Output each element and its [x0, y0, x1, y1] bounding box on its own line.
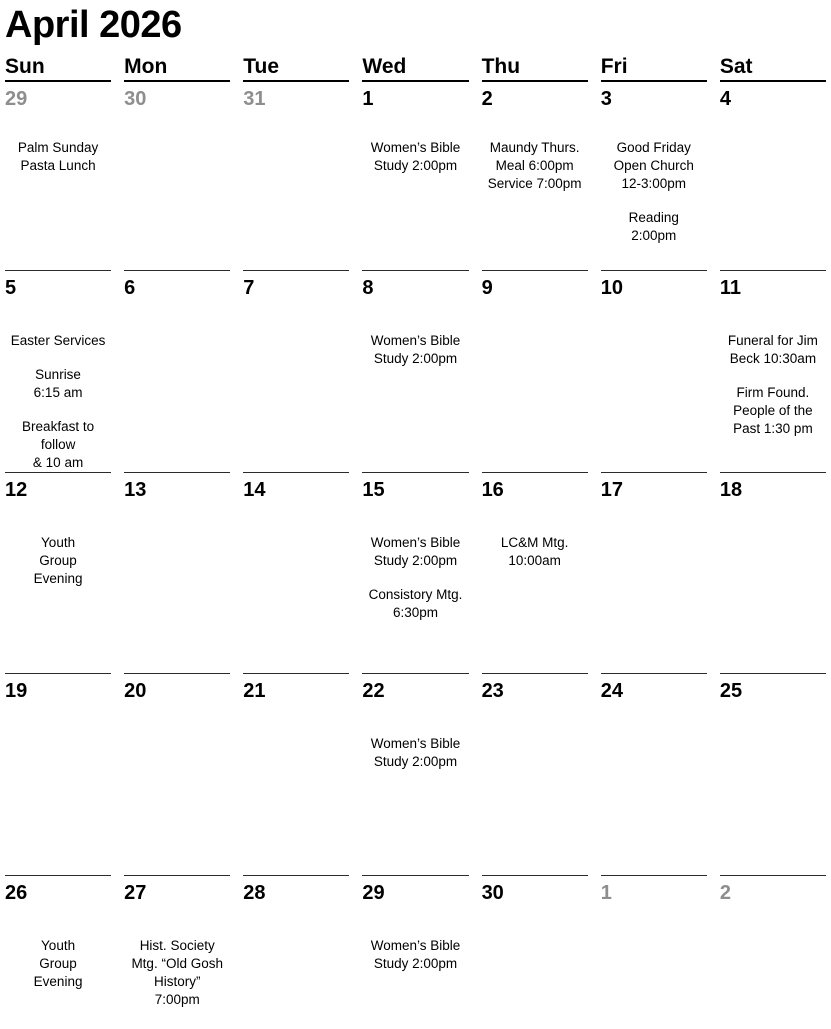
event-line: Palm Sunday	[17, 140, 99, 155]
day-number: 13	[124, 478, 147, 501]
event	[482, 139, 588, 193]
day-header-wed: Wed	[362, 56, 468, 82]
day-events	[482, 534, 588, 570]
day-number: 8	[362, 277, 374, 299]
event-line: Women’s Bible	[370, 140, 461, 155]
day-header-sat: Sat	[720, 56, 826, 82]
day-header-tue: Tue	[243, 56, 349, 82]
event-line: 12-3:00pm	[621, 176, 687, 191]
day-events	[362, 534, 468, 622]
event-line: Beck 10:30am	[729, 351, 817, 366]
event-line: Women’s Bible	[370, 937, 461, 953]
event-line: Youth	[41, 937, 76, 953]
event	[720, 384, 826, 438]
day-number: 19	[5, 680, 28, 702]
day-header-sun: Sun	[5, 56, 111, 82]
event-line: Firm Found.	[736, 385, 810, 400]
day-cell-week5-sun-26	[5, 875, 111, 1023]
day-number: 15	[362, 478, 385, 501]
day-cell-week5-wed-29	[362, 875, 468, 1023]
event	[601, 209, 707, 245]
day-cell-week4-sat-25	[720, 673, 826, 875]
day-cell-week3-thu-16	[482, 472, 588, 674]
event-line: 2:00pm	[631, 228, 677, 243]
event	[5, 366, 111, 402]
day-number: 25	[719, 680, 743, 702]
day-cell-week4-fri-24	[601, 673, 707, 875]
event	[362, 139, 468, 175]
day-number: 24	[600, 680, 623, 702]
event-line: Women’s Bible	[370, 736, 461, 751]
day-header-mon: Mon	[124, 56, 230, 82]
event-line: Meal 6:00pm	[495, 158, 574, 173]
event-line: follow	[40, 437, 76, 452]
day-number: 3	[600, 88, 612, 110]
day-cell-week3-wed-15	[362, 472, 468, 674]
day-cell-week2-tue-7	[243, 270, 349, 472]
day-number: 31	[243, 88, 266, 110]
day-cell-week3-tue-14	[243, 472, 349, 674]
day-number: 29	[362, 881, 385, 904]
event-line: & 10 am	[32, 455, 84, 470]
day-events	[362, 735, 468, 771]
day-cell-week2-sun-5	[5, 270, 111, 472]
day-cell-week2-sat-11	[720, 270, 826, 472]
day-events	[362, 937, 468, 973]
event-line: 6:30pm	[392, 604, 438, 620]
event	[482, 534, 588, 570]
day-cell-week5-mon-27	[124, 875, 230, 1023]
event-line: Group	[39, 552, 77, 568]
event-line: Consistory Mtg.	[368, 586, 463, 602]
day-events	[5, 332, 111, 472]
day-cell-week4-sun-19	[5, 673, 111, 875]
day-cell-week4-thu-23	[482, 673, 588, 875]
event-line: Funeral for Jim	[727, 333, 818, 348]
day-number: 11	[719, 277, 741, 299]
event-line: Study 2:00pm	[373, 351, 458, 366]
day-number: 14	[243, 478, 266, 501]
event	[5, 139, 111, 175]
day-number: 27	[124, 881, 147, 904]
event-line: Reading	[628, 210, 679, 225]
event-line: Easter Services	[10, 333, 106, 348]
event-line: Evening	[33, 570, 83, 586]
day-cell-week4-tue-21	[243, 673, 349, 875]
day-events	[5, 937, 111, 991]
day-events	[5, 534, 111, 588]
day-cell-week4-mon-20	[124, 673, 230, 875]
event-line: Mtg. “Old Gosh	[131, 955, 223, 971]
event	[124, 937, 230, 1009]
day-number: 17	[600, 478, 623, 501]
event-line: Study 2:00pm	[373, 754, 458, 769]
day-number: 7	[243, 277, 255, 299]
event	[720, 332, 826, 368]
day-cell-week2-wed-8	[362, 270, 468, 472]
event-line: History”	[153, 973, 201, 989]
day-cell-week1-sat-4	[720, 82, 826, 270]
day-number: 4	[719, 88, 731, 110]
day-header-thu: Thu	[482, 56, 588, 82]
day-events	[720, 332, 826, 438]
event-line: Study 2:00pm	[373, 955, 458, 971]
day-cell-week1-mon-30	[124, 82, 230, 270]
event	[601, 139, 707, 193]
day-number: 29	[5, 88, 28, 110]
event-line: Sunrise	[35, 367, 81, 382]
day-number: 30	[124, 88, 147, 110]
day-events	[362, 332, 468, 368]
day-number: 9	[481, 277, 493, 299]
event-line: Breakfast to	[22, 419, 95, 434]
day-number: 1	[600, 881, 612, 904]
event-line: Women’s Bible	[370, 333, 461, 348]
day-events	[601, 139, 707, 245]
event	[5, 332, 111, 350]
day-number: 22	[362, 680, 385, 702]
event-line: Hist. Society	[139, 937, 215, 953]
day-cell-week5-tue-28	[243, 875, 349, 1023]
day-cell-week2-fri-10	[601, 270, 707, 472]
day-number: 28	[243, 881, 266, 904]
day-cell-week5-sat-2	[720, 875, 826, 1023]
day-cell-week2-thu-9	[482, 270, 588, 472]
event-line: 10:00am	[508, 552, 561, 568]
event	[362, 937, 468, 973]
day-number: 18	[719, 478, 743, 501]
day-cell-week3-fri-17	[601, 472, 707, 674]
day-number: 26	[5, 881, 28, 904]
event-line: Open Church	[613, 158, 694, 173]
event-line: Evening	[33, 973, 83, 989]
event-line: Study 2:00pm	[373, 158, 458, 173]
day-events	[124, 937, 230, 1009]
day-number: 12	[5, 478, 28, 501]
day-cell-week1-wed-1	[362, 82, 468, 270]
event-line: People of the	[733, 403, 813, 418]
day-cell-week5-thu-30	[482, 875, 588, 1023]
day-cell-week4-wed-22	[362, 673, 468, 875]
day-header-fri: Fri	[601, 56, 707, 82]
day-events	[482, 139, 588, 193]
event	[5, 418, 111, 472]
day-number: 10	[600, 277, 623, 299]
day-cell-week2-mon-6	[124, 270, 230, 472]
day-number: 5	[5, 277, 17, 299]
day-cell-week1-tue-31	[243, 82, 349, 270]
day-cell-week1-fri-3	[601, 82, 707, 270]
day-cell-week1-sun-29	[5, 82, 111, 270]
event	[362, 534, 468, 570]
day-number: 16	[481, 478, 504, 501]
event-line: 7:00pm	[154, 991, 200, 1007]
event-line: Group	[39, 955, 77, 971]
day-number: 2	[481, 88, 493, 110]
day-cell-week3-mon-13	[124, 472, 230, 674]
day-cell-week5-fri-1	[601, 875, 707, 1023]
event-line: Good Friday	[616, 140, 691, 155]
day-number: 23	[481, 680, 504, 702]
day-number: 1	[362, 88, 374, 110]
event-line: Study 2:00pm	[373, 552, 458, 568]
day-number: 2	[719, 881, 731, 904]
event	[362, 735, 468, 771]
calendar-title: April 2026	[5, 4, 182, 46]
day-events	[5, 139, 111, 175]
event	[362, 332, 468, 368]
day-events	[362, 139, 468, 175]
event-line: Youth	[41, 534, 76, 550]
event	[5, 534, 111, 588]
event-line: Service 7:00pm	[487, 176, 582, 191]
event-line: Women’s Bible	[370, 534, 461, 550]
day-number: 6	[124, 277, 136, 299]
day-number: 30	[481, 881, 504, 904]
event	[362, 586, 468, 622]
event-line: Past 1:30 pm	[733, 421, 813, 436]
day-number: 20	[124, 680, 147, 702]
event-line: 6:15 am	[33, 385, 83, 400]
event-line: Pasta Lunch	[20, 158, 96, 173]
calendar-grid	[5, 56, 826, 1023]
day-cell-week1-thu-2	[482, 82, 588, 270]
event	[5, 937, 111, 991]
event-line: LC&M Mtg.	[500, 534, 569, 550]
event-line: Maundy Thurs.	[489, 140, 580, 155]
day-cell-week3-sat-18	[720, 472, 826, 674]
day-cell-week3-sun-12	[5, 472, 111, 674]
day-number: 21	[243, 680, 266, 702]
